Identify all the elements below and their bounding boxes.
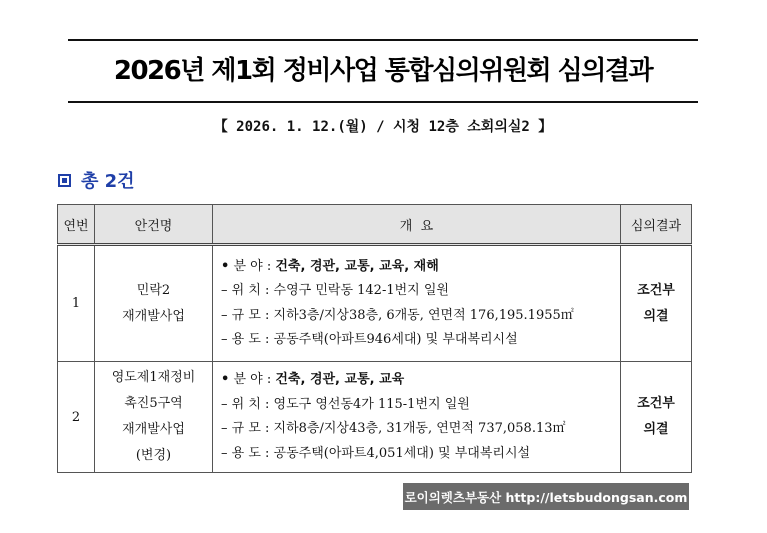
location-line: – 위 치 : 수영구 민락동 142-1번지 일원 [221,283,449,298]
project-overview [213,362,621,473]
project-name-line: 영도제1재정비 [111,370,196,385]
field-value: 건축, 경관, 교통, 교육, 재해 [275,258,439,274]
field-label: 분 야 : [233,258,276,274]
row-number: 2 [58,362,95,473]
project-name-line: (변경) [135,448,172,463]
project-name [95,362,213,473]
bullet-icon: • [221,372,230,387]
results-table [57,204,692,473]
use-line: – 용 도 : 공동주택(아파트946세대) 및 부대복리시설 [221,332,518,347]
title-bottom-rule [68,101,698,103]
use-line: – 용 도 : 공동주택(아파트4,051세대) 및 부대복리시설 [221,445,531,461]
field-value: 건축, 경관, 교통, 교육 [275,372,405,387]
project-name-line: 재개발사업 [122,308,185,324]
field-line [221,255,620,280]
project-name-line: 촉진5구역 [124,396,183,411]
table-row [58,245,692,362]
source-watermark: 로이의렛츠부동산 http://letsbudongsan.com [403,483,689,510]
result-line: 조건부 [637,282,675,298]
bullet-icon: • [221,258,230,274]
row-number: 1 [58,245,95,362]
result-line: 조건부 [637,396,675,411]
project-name-line: 재개발사업 [122,422,185,437]
summary-text: 총 2건 [81,171,135,192]
field-label: 분 야 : [233,372,276,387]
table-row [58,362,692,473]
header-overview: 개 요 [213,205,621,245]
project-name [95,245,213,362]
project-overview [213,245,621,362]
field-line [221,368,620,393]
scale-line: – 규 모 : 지하8층/지상43층, 31개동, 연면적 737,058.13㎡ [221,421,566,436]
result-line: 의결 [643,422,669,437]
page-title: 2026년 제1회 정비사업 통합심의위원회 심의결과 [113,56,653,86]
meeting-date-location: 【 2026. 1. 12.(월) / 시청 12층 소회의실2 】 [213,119,553,135]
project-name-line: 민락2 [136,282,171,298]
table-header-row [58,205,692,245]
review-result [621,362,692,473]
result-line: 의결 [643,308,669,324]
header-result: 심의결과 [621,205,692,245]
header-name: 안건명 [95,205,213,245]
location-line: – 위 치 : 영도구 영선동4가 115-1번지 일원 [221,396,470,412]
square-bullet-icon [58,174,71,187]
title-top-rule [68,39,698,41]
summary-count [58,167,135,193]
header-no: 연번 [58,205,95,245]
scale-line: – 규 모 : 지하3층/지상38층, 6개동, 연면적 176,195.1955㎡ [221,307,574,323]
review-result [621,245,692,362]
